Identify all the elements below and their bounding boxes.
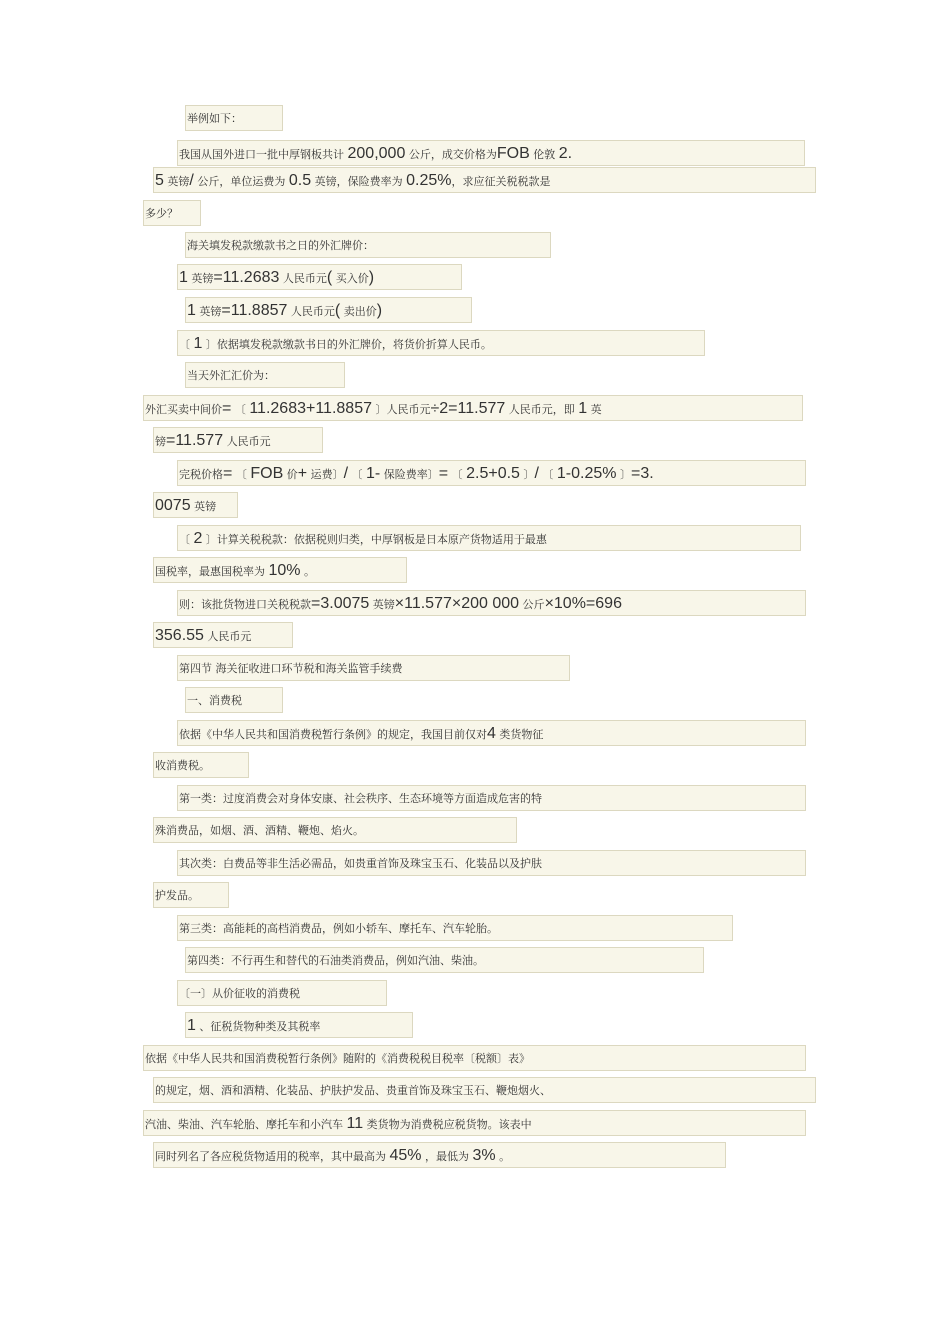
text-line [177, 140, 805, 166]
text-segment: 〕计算关税税款：依据税则归类，中厚钢板是日本原产货物适用于最惠 [202, 533, 547, 546]
text-segment: 人民币元 [223, 435, 271, 448]
text-segment: / [534, 465, 539, 482]
text-segment: / [343, 465, 349, 482]
text-segment: 0.25% [406, 172, 452, 189]
text-segment: ÷2=11.577 [430, 400, 506, 417]
text-line [153, 427, 323, 453]
text-segment: 的规定，烟、酒和酒精、化装品、护肤护发品、贵重首饰及珠宝玉石、鞭炮烟火、 [155, 1084, 551, 1097]
text-segment: 11 [346, 1115, 364, 1132]
text-segment: =11.2683 [213, 269, 280, 286]
text-segment: 〔一〕从价征收的消费税 [179, 987, 300, 1000]
text-segment: 收消费税。 [155, 759, 210, 772]
text-segment: 第四类：不行再生和替代的石油类消费品，例如汽油、柴油。 [187, 954, 484, 967]
text-segment: 〔 [231, 403, 250, 416]
text-segment: 5 [155, 172, 164, 189]
text-line [185, 687, 283, 713]
text-segment: =3. [630, 465, 654, 482]
text-segment: 1 [187, 302, 196, 319]
text-segment: 买入价 [332, 272, 369, 285]
text-segment: 价 [283, 468, 298, 481]
text-segment: 200,000 [347, 145, 406, 162]
text-segment: / [189, 172, 194, 189]
text-segment: 类货物征 [495, 728, 544, 741]
text-segment: 、征税货物种类及其税率 [195, 1020, 321, 1033]
text-segment: 英镑 [187, 272, 214, 285]
text-segment: 保险费率〕 [380, 468, 439, 481]
text-segment: 英 [587, 403, 602, 416]
text-segment: 汽油、柴油、汽车轮胎、摩托车和小汽车 [145, 1118, 347, 1131]
text-segment: 人民币元 [287, 305, 335, 318]
text-segment: 公斤 [519, 598, 545, 611]
text-segment: 1-0.25% [556, 465, 617, 482]
text-segment: 〕 [519, 468, 535, 481]
text-segment: 运费〕 [307, 468, 344, 481]
text-segment: 同时列名了各应税货物适用的税率，其中最高为 [155, 1150, 390, 1163]
text-segment: 2.5+0.5 [466, 465, 520, 482]
text-segment: 1- [366, 465, 381, 482]
text-line [153, 882, 229, 908]
text-line [177, 785, 806, 811]
text-segment: 镑 [155, 435, 166, 448]
text-line [153, 817, 517, 843]
text-line [153, 557, 407, 583]
text-line [143, 200, 201, 226]
text-segment: 人民币元 [279, 272, 327, 285]
text-segment: 1 [187, 1017, 196, 1034]
text-segment: 多少？ [145, 207, 178, 220]
text-segment: 殊消费品，如烟、酒、酒精、鞭炮、焰火。 [155, 824, 364, 837]
text-segment: 〔 [538, 468, 557, 481]
text-segment: 举例如下： [187, 112, 242, 125]
text-segment: 1 [193, 335, 203, 352]
text-line [153, 752, 249, 778]
text-segment: 第三类：高能耗的高档消费品，例如小轿车、摩托车、汽车轮胎。 [179, 922, 498, 935]
text-line [177, 460, 806, 486]
text-segment: 英镑 [190, 500, 217, 513]
text-segment: ) [376, 302, 383, 319]
text-segment: 2. [558, 145, 573, 162]
text-segment: 11.2683+11.8857 [249, 400, 372, 417]
text-line [185, 362, 345, 388]
text-segment: 〔 [348, 468, 367, 481]
text-line [177, 264, 462, 290]
text-line [177, 720, 806, 746]
text-line [177, 655, 570, 681]
text-segment: 〔 [179, 338, 194, 351]
text-segment: 3% [472, 1147, 496, 1164]
text-segment: 。 [300, 565, 316, 578]
text-segment: 伦敦 [529, 148, 559, 161]
text-line [177, 330, 705, 356]
text-line [185, 105, 283, 131]
text-segment: 我国从国外进口一批中厚钢板共计 [179, 148, 348, 161]
text-segment: 依据《中华人民共和国消费税暂行条例》随附的《消费税税目税率〔税额〕表》 [145, 1052, 530, 1065]
text-line [177, 590, 806, 616]
text-segment: 〔 [448, 468, 467, 481]
text-segment: 人民币元，即 [505, 403, 579, 416]
text-segment: 公斤，成交价格为 [405, 148, 497, 161]
text-segment: 则：该批货物进口关税税款 [179, 598, 311, 611]
text-segment: 类货物为消费税应税货物。该表中 [363, 1118, 532, 1131]
text-line [153, 622, 293, 648]
text-segment: 1 [578, 400, 588, 417]
text-segment: 第一类：过度消费会对身体安康、社会秩序、生态环境等方面造成危害的特 [179, 792, 542, 805]
text-line [177, 980, 387, 1006]
text-segment: ×11.577×200 000 [394, 595, 520, 612]
text-segment: =11.8857 [221, 302, 288, 319]
text-segment: 海关填发税款缴款书之日的外汇牌价： [187, 239, 374, 252]
text-segment: ( [326, 269, 333, 286]
text-segment: =11.577 [166, 432, 224, 449]
text-segment: 。 [495, 1150, 511, 1163]
text-segment: 英镑 [195, 305, 222, 318]
text-segment: 1 [179, 269, 188, 286]
text-segment: 英镑 [163, 175, 190, 188]
text-segment: 国税率，最惠国税率为 [155, 565, 269, 578]
text-segment: 356.55 [155, 627, 204, 644]
text-line [177, 525, 801, 551]
text-line [185, 297, 472, 323]
text-segment: 〔 [179, 533, 194, 546]
text-segment: 卖出价 [340, 305, 377, 318]
text-segment: 一、消费税 [187, 694, 242, 707]
text-line [185, 1012, 413, 1038]
text-segment: 依据《中华人民共和国消费税暂行条例》的规定，我国目前仅对 [179, 728, 487, 741]
text-segment: = [222, 400, 232, 417]
text-segment: + [297, 465, 308, 482]
text-segment: 其次类：白费品等非生活必需品，如贵重首饰及珠宝玉石、化装品以及护肤 [179, 857, 542, 870]
text-line [185, 232, 551, 258]
text-segment: 2 [193, 530, 203, 547]
text-segment: 第四节 海关征收进口环节税和海关监管手续费 [179, 662, 403, 675]
text-segment: 人民币元 [203, 630, 252, 643]
text-segment: 〕人民币元 [371, 403, 431, 416]
text-line [185, 947, 704, 973]
text-segment: 0075 [155, 497, 191, 514]
text-segment: FOB [496, 145, 530, 162]
text-segment: 0.5 [288, 172, 312, 189]
text-segment: 公斤，单位运费为 [193, 175, 289, 188]
text-segment: =3.0075 [311, 595, 370, 612]
text-segment: 英镑 [369, 598, 395, 611]
text-segment: 45% [389, 1147, 422, 1164]
text-segment: 当天外汇汇价为： [187, 369, 275, 382]
text-line [153, 1077, 816, 1103]
text-line [153, 1142, 726, 1168]
text-segment: 〕依据填发税款缴款书日的外汇牌价，将货价折算人民币。 [202, 338, 492, 351]
text-segment: ) [368, 269, 375, 286]
text-line [177, 915, 733, 941]
text-segment: 外汇买卖中间价 [145, 403, 222, 416]
text-segment: 英镑，保险费率为 [311, 175, 407, 188]
text-line [153, 167, 816, 193]
text-segment: ，求应征关税税款是 [451, 175, 551, 188]
text-segment: 10% [268, 562, 301, 579]
text-segment: ( [334, 302, 341, 319]
text-segment: 完税价格 [179, 468, 223, 481]
text-segment: 护发品。 [155, 889, 199, 902]
text-segment: ，最低为 [421, 1150, 473, 1163]
text-line [143, 1110, 806, 1136]
text-segment: = [438, 465, 449, 482]
text-segment: 4 [487, 725, 496, 742]
text-line [143, 395, 803, 421]
text-segment: 〔 [232, 468, 251, 481]
text-line [143, 1045, 806, 1071]
text-line [177, 850, 806, 876]
text-line [153, 492, 238, 518]
text-segment: ×10%=696 [544, 595, 622, 612]
text-segment: FOB [250, 465, 284, 482]
text-segment: 〕 [616, 468, 631, 481]
text-segment: = [223, 465, 233, 482]
